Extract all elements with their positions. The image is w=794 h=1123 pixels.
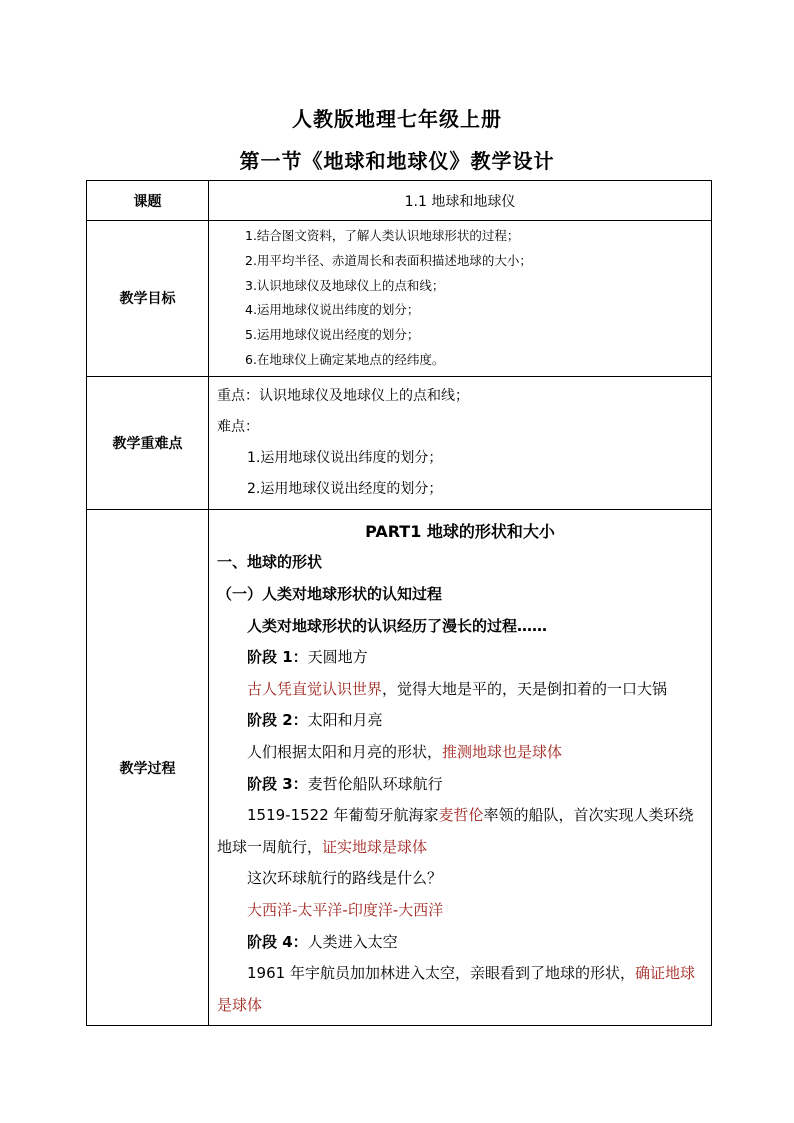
goal-item: 3.认识地球仪及地球仪上的点和线； xyxy=(245,277,445,293)
goal-item: 2.用平均半径、赤道周长和表面积描述地球的大小； xyxy=(245,252,532,268)
keypoints-content xyxy=(209,376,712,509)
goal-item: 4.运用地球仪说出纬度的划分； xyxy=(245,302,420,318)
paragraph-text: 1961 年宇航员加加林进入太空，亲眼看到了地球的形状， xyxy=(247,964,635,983)
process-label: 教学过程 xyxy=(87,509,209,1026)
highlight-text: 麦哲伦 xyxy=(438,806,484,825)
table-row-goals xyxy=(87,221,712,377)
stage-title: 天圆地方 xyxy=(307,648,368,667)
stage-4-detail xyxy=(217,958,703,1021)
document-title: 人教版地理七年级上册 xyxy=(292,107,502,131)
stage-3 xyxy=(217,769,703,801)
goals-label: 教学目标 xyxy=(87,221,209,377)
paragraph-text: ，觉得大地是平的，天是倒扣着的一口大锅 xyxy=(382,679,668,698)
table-row-process xyxy=(87,509,712,1026)
difficult-point-item: 1.运用地球仪说出纬度的划分； xyxy=(247,449,443,466)
stage-title: 人类进入太空 xyxy=(307,932,398,951)
highlight-text: 确证地球是球体 xyxy=(217,964,695,1014)
table-row-keypoints xyxy=(87,376,712,509)
stage-label: 阶段 3： xyxy=(247,774,308,793)
highlight-text: 证实地球是球体 xyxy=(322,837,428,856)
stage-4 xyxy=(217,927,703,959)
stage-title: 麦哲伦船队环球航行 xyxy=(307,774,443,793)
stage-2 xyxy=(217,705,703,737)
stage-title: 太阳和月亮 xyxy=(307,711,383,730)
goal-item: 1.结合图文资料，了解人类认识地球形状的过程； xyxy=(245,228,520,243)
part-title: PART1 地球的形状和大小 xyxy=(365,521,555,541)
difficult-point-item: 2.运用地球仪说出经度的划分； xyxy=(247,480,443,497)
paragraph-text: 人们根据太阳和月亮的形状， xyxy=(247,742,443,761)
question-text: 这次环球航行的路线是什么？ xyxy=(247,869,443,888)
key-point-text: 重点：认识地球仪及地球仪上的点和线； xyxy=(217,387,469,404)
topic-label: 课题 xyxy=(87,181,209,221)
goals-content xyxy=(209,221,712,377)
goal-item: 6.在地球仪上确定某地点的经纬度。 xyxy=(245,351,445,367)
stage-1-detail xyxy=(217,674,703,706)
document-subtitle: 第一节《地球和地球仪》教学设计 xyxy=(239,149,555,173)
difficult-point-heading: 难点： xyxy=(217,418,259,435)
paragraph-text: 1519-1522 年葡萄牙航海家 xyxy=(247,806,439,825)
lesson-plan-table xyxy=(86,180,712,1026)
highlight-text: 古人凭直觉认识世界 xyxy=(247,679,383,698)
answer-text: 大西洋-太平洋-印度洋-大西洋 xyxy=(247,900,444,919)
stage-label: 阶段 4： xyxy=(247,932,308,951)
process-content xyxy=(209,509,712,1026)
highlight-text: 推测地球也是球体 xyxy=(442,742,563,761)
goal-item: 5.运用地球仪说出经度的划分； xyxy=(245,327,420,343)
paragraph-text: 率领的船队，首次实现人类环绕地球一周航行， xyxy=(217,806,694,856)
section-heading: 一、地球的形状 xyxy=(217,553,323,572)
subsection-heading: （一）人类对地球形状的认知过程 xyxy=(217,584,443,603)
stage-label: 阶段 2： xyxy=(247,711,308,730)
topic-value: 1.1 地球和地球仪 xyxy=(209,181,712,221)
keypoints-label: 教学重难点 xyxy=(87,376,209,509)
stage-2-detail xyxy=(217,737,703,769)
stage-label: 阶段 1： xyxy=(247,648,308,667)
table-row-topic xyxy=(87,181,712,221)
goals-list xyxy=(209,221,711,376)
stage-3-detail xyxy=(217,800,703,863)
intro-text: 人类对地球形状的认识经历了漫长的过程…… xyxy=(247,616,548,635)
stage-1 xyxy=(217,642,703,674)
